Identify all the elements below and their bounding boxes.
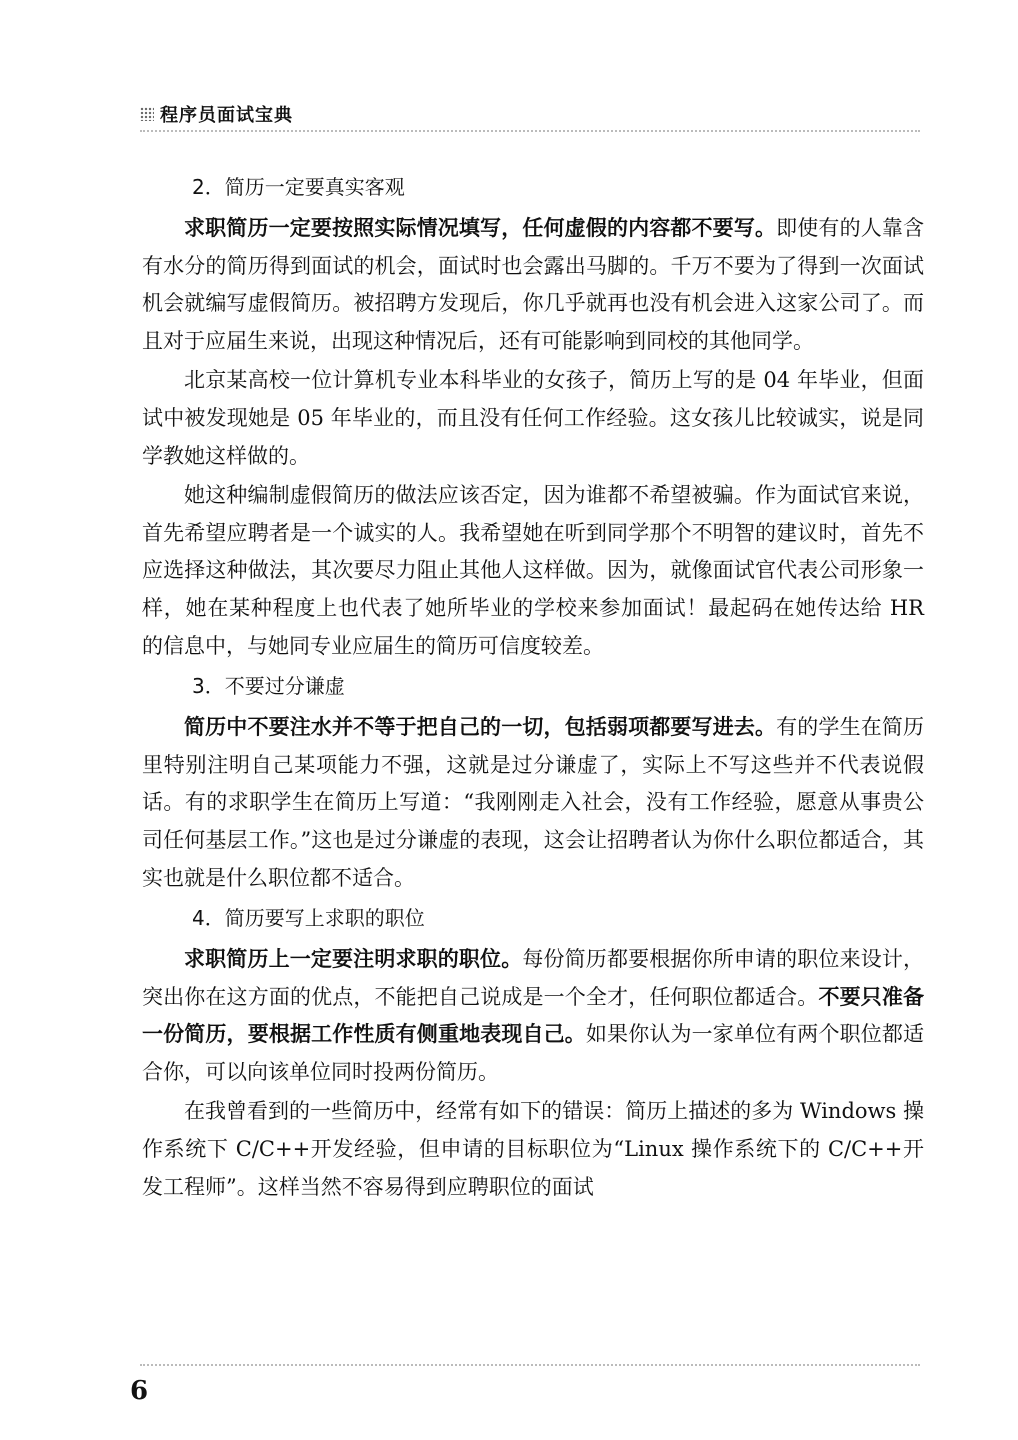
paragraph-text: 有的学生在简历里特别注明自己某项能力不强，这就是过分谦虚了，实际上不写这些并不代表说假话。有的求职学生在简历上写道：“我刚刚走入社会，没有工作经验，愿意从事贵公司任何基层工作。”这也是过分谦虚的表现，这会让招聘者认为你什么职位都适合，其实也就是什么职位都不适合。 xyxy=(142,715,925,890)
book-title: 程序员面试宝典 xyxy=(160,105,293,126)
page-number: 6 xyxy=(130,1376,149,1406)
section-heading: 3．不要过分谦虚 xyxy=(192,674,345,699)
section-not-too-modest xyxy=(142,667,924,897)
paragraph xyxy=(142,362,924,475)
paragraph-text: 即使有的人靠含有水分的简历得到面试的机会，面试时也会露出马脚的。千万不要为了得到一次面试机会就编写虚假简历。被招聘方发现后，你几乎就再也没有机会进入这家公司了。而且对于应届生来说，出现这种情况后，还有可能影响到同校的其他同学。 xyxy=(142,216,925,353)
paragraph-text: 北京某高校一位计算机专业本科毕业的女孩子，简历上写的是 04 年毕业，但面试中被发现她是 05 年毕业的，而且没有任何工作经验。这女孩儿比较诚实，说是同学教她这样做的。 xyxy=(142,368,924,468)
page-body xyxy=(142,168,924,1208)
emphasis-text: 求职简历一定要按照实际情况填写，任何虚假的内容都不要写。 xyxy=(184,216,777,240)
emphasis-text: 简历中不要注水并不等于把自己的一切，包括弱项都要写进去。 xyxy=(184,715,777,740)
paragraph-text: 每份简历都要根据你所申请的职位来设计，突出你在这方面的优点，不能把自己说成是一个全才，任何职位都适合。 xyxy=(142,947,925,1009)
running-header xyxy=(140,100,293,128)
paragraph-text: 她这种编制虚假简历的做法应该否定，因为谁都不希望被骗。作为面试官来说，首先希望应聘者是一个诚实的人。我希望她在听到同学那个不明智的建议时，首先不应选择这种做法，其次要尽力阻止其他人这样做。因为，就像面试官代表公司形象一样，她在某种程度上也代表了她所毕业的学校来参加面试！最起码在她传达给 HR 的信息中，与她同专业应届生的简历可信度较差。 xyxy=(142,483,924,658)
section-heading: 2．简历一定要真实客观 xyxy=(192,175,405,199)
paragraph-text: 如果你认为一家单位有两个职位都适合你，可以向该单位同时投两份简历。 xyxy=(142,1022,925,1084)
section-truthful-resume xyxy=(142,168,924,665)
section-target-position xyxy=(142,899,924,1206)
paragraph xyxy=(142,477,924,665)
emphasis-text: 求职简历上一定要注明求职的职位。 xyxy=(184,947,523,972)
paragraph xyxy=(142,709,924,897)
paragraph xyxy=(142,210,924,360)
section-heading: 4．简历要写上求职的职位 xyxy=(192,906,425,931)
emphasis-text: 不要只准备一份简历，要根据工作性质有侧重地表现自己。 xyxy=(142,984,925,1047)
paragraph-text: 在我曾看到的一些简历中，经常有如下的错误：简历上描述的多为 Windows 操作系统下 C/C++开发经验，但申请的目标职位为“Linux 操作系统下的 C/C++开发工程师”。这样当然不容易得到应聘职位的面试 xyxy=(142,1099,924,1199)
paragraph xyxy=(142,1093,924,1206)
header-dot-icon xyxy=(140,107,154,121)
header-divider xyxy=(140,130,920,132)
footer-divider xyxy=(140,1364,920,1366)
paragraph xyxy=(142,941,924,1091)
